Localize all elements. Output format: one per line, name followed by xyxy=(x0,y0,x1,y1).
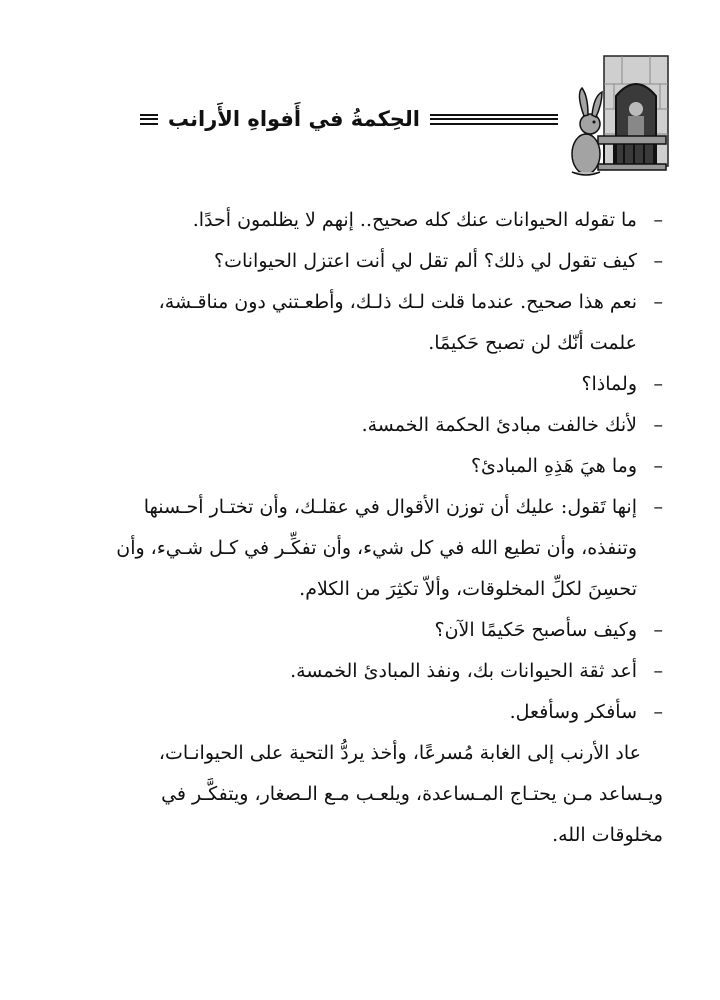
narration-line: عاد الأرنب إلى الغابة مُسرعًا، وأخذ يردُّ التحية على الحيوانـات، xyxy=(158,742,641,764)
title-row xyxy=(50,104,558,134)
dialogue-line: –سأفكر وسأفعل. xyxy=(509,701,663,723)
rabbit-at-tower-window-illustration xyxy=(564,54,670,180)
dialogue-line: –لأنك خالفت مبادئ الحكمة الخمسة. xyxy=(361,414,663,436)
dialogue-line: –كيف تقول لي ذلك؟ ألم تقل لي أنت اعتزل الحيوانات؟ xyxy=(214,250,663,272)
dialogue-line: –وما هيَ هَذِهِ المبادئ؟ xyxy=(470,455,663,477)
dialogue-line: –ما تقوله الحيوانات عنك كله صحيح.. إنهم لا يظلمون أحدًا. xyxy=(192,209,663,231)
narration-line: ويـساعد مـن يحتـاج المـساعدة، ويلعـب مـع الـصغار، ويتفكَّـر في xyxy=(161,783,663,805)
title-left-rule xyxy=(430,114,558,125)
story-text xyxy=(58,200,663,856)
dialogue-line: –وكيف سأصبح حَكيمًا الآن؟ xyxy=(434,619,663,641)
dialogue-line: –ولماذا؟ xyxy=(581,373,663,395)
chapter-header xyxy=(50,54,670,184)
dialogue-line: –إنها تَقول: عليك أن توزن الأقوال في عقلـك، وأن تختـار أحـسنها xyxy=(143,496,663,518)
dialogue-line: –أعد ثقة الحيوانات بك، ونفذ المبادئ الخمسة. xyxy=(290,660,663,682)
dialogue-continuation: علمت أنّك لن تصبح حَكيمًا. xyxy=(428,332,637,354)
dialogue-continuation: تحسِنَ لكلِّ المخلوقات، وألاّ تكثِرَ من الكلام. xyxy=(299,578,637,600)
narration-line: مخلوقات الله. xyxy=(552,824,663,846)
title-right-rule xyxy=(140,114,158,125)
dialogue-continuation: وتنفذه، وأن تطيع الله في كل شيء، وأن تفكِّـر في كـل شـيء، وأن xyxy=(116,537,637,559)
dialogue-line: –نعم هذا صحيح. عندما قلت لـك ذلـك، وأطعـتني دون مناقـشة، xyxy=(158,291,663,313)
page-title: الحِكمةُ في أَفواهِ الأَرانب xyxy=(167,107,420,131)
